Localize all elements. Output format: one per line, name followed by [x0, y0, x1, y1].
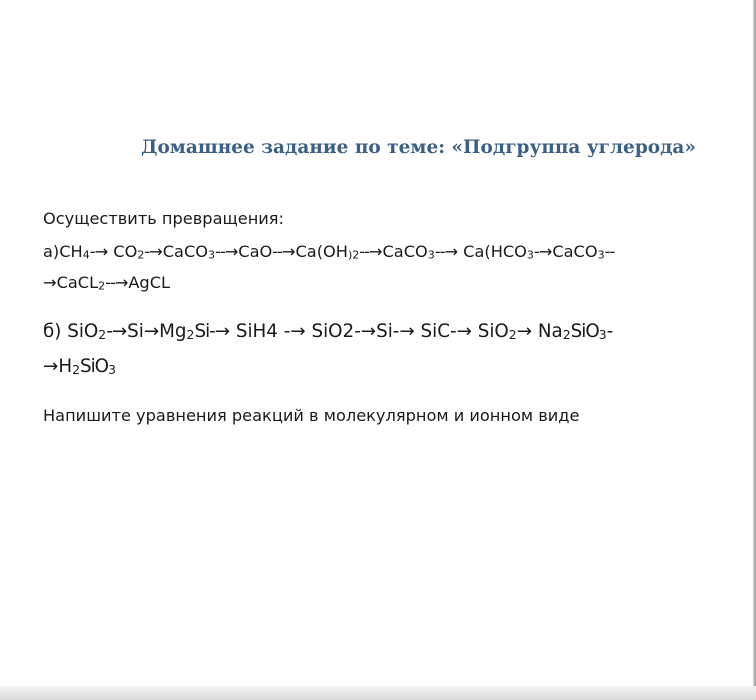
formula-segment: [399, 321, 456, 342]
formula-subscript: 3: [526, 248, 534, 262]
formula-segment: [599, 321, 613, 342]
formula-text: б) SiO: [43, 321, 99, 342]
formula-subscript: 3: [427, 248, 435, 262]
formula-text: →Si: [111, 321, 144, 342]
formula-text: →CaO: [224, 242, 273, 261]
chain-a-line-1: [43, 242, 614, 261]
formula-text: → Na: [516, 321, 563, 342]
formula-text: →CaCO: [368, 242, 428, 261]
formula-tail: --: [105, 273, 115, 292]
formula-segment: [361, 321, 400, 342]
formula-segment: [369, 242, 445, 261]
formula-segment: [112, 321, 144, 342]
formula-text: → SiC-: [399, 321, 457, 342]
formula-subscript: 3: [597, 248, 605, 262]
formula-tail: --: [434, 242, 445, 261]
formula-subscript: 2: [562, 326, 571, 342]
formula-segment: [43, 321, 112, 342]
formula-tail: -: [606, 321, 613, 342]
formula-text: →H: [43, 356, 73, 377]
formula-tail: Si-: [194, 321, 215, 342]
formula-subscript: 2: [508, 326, 517, 342]
formula-subscript: 3: [598, 326, 607, 342]
formula-tail: --: [604, 242, 615, 261]
page-edge-bottom: [0, 686, 756, 700]
formula-segment: [517, 321, 599, 342]
formula-text: →CaCO: [149, 242, 209, 261]
formula-subscript: 2: [98, 326, 107, 342]
formula-subscript: 2: [137, 248, 145, 262]
formula-text: → SiH4 -: [214, 321, 291, 342]
formula-segment: [149, 242, 225, 261]
formula-tail: SiO: [570, 321, 599, 342]
formula-segment: [108, 356, 116, 377]
formula-text: → SiO: [456, 321, 509, 342]
formula-subscript: 2: [98, 279, 106, 293]
formula-segment: [457, 321, 517, 342]
formula-text: а)CH: [43, 242, 83, 261]
formula-tail: --: [215, 242, 225, 261]
chain-b-line-1: [43, 321, 612, 342]
formula-segment: [225, 242, 282, 261]
formula-text: →AgCL: [114, 273, 171, 292]
formula-text: →CaCO: [538, 242, 598, 261]
formula-subscript: 4: [82, 248, 90, 262]
formula-tail: -: [533, 242, 539, 261]
formula-text: → Ca(HCO: [444, 242, 527, 261]
task-text: Напишите уравнения реакций в молекулярном и ионном виде: [43, 406, 580, 425]
formula-tail: SiO: [80, 356, 109, 377]
formula-subscript: 3: [108, 361, 116, 377]
formula-segment: [282, 242, 369, 261]
formula-text: →Mg: [143, 321, 187, 342]
formula-tail: --: [272, 242, 282, 261]
formula-text: → SiO2-: [290, 321, 361, 342]
homework-title: Домашнее задание по теме: «Подгруппа углерода»: [141, 137, 696, 158]
formula-segment: [290, 321, 360, 342]
formula-segment: [539, 242, 615, 261]
formula-subscript: 2: [72, 361, 80, 377]
formula-text: →CaCL: [43, 273, 99, 292]
formula-tail: --: [359, 242, 369, 261]
formula-segment: [43, 356, 108, 377]
formula-text: →Ca(OH: [281, 242, 348, 261]
formula-segment: [444, 242, 538, 261]
formula-segment: [43, 242, 95, 261]
formula-subscript: 3: [208, 248, 216, 262]
chain-b-line-2: [43, 356, 116, 377]
formula-segment: [115, 273, 170, 292]
chain-a-line-2: [43, 273, 170, 292]
formula-segment: [43, 273, 115, 292]
formula-subscript: 2: [186, 326, 195, 342]
formula-segment: [95, 242, 150, 261]
formula-tail: -: [89, 242, 95, 261]
formula-text: → CO: [94, 242, 138, 261]
formula-subscript: )2: [347, 248, 360, 262]
intro-text: Осуществить превращения:: [43, 209, 284, 228]
formula-tail: -: [144, 242, 150, 261]
formula-segment: [215, 321, 291, 342]
formula-segment: [144, 321, 215, 342]
formula-tail: -: [106, 321, 112, 342]
formula-text: →Si-: [360, 321, 400, 342]
